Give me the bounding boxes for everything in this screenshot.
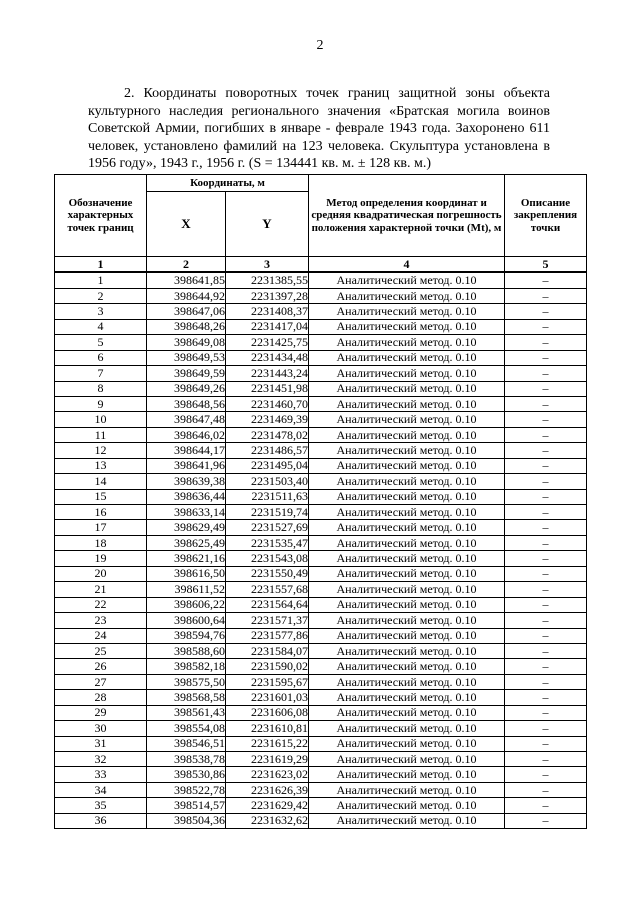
description-cell: – (505, 597, 587, 612)
header-description: Описание закрепления точки (505, 175, 587, 257)
point-number-cell: 7 (55, 366, 147, 381)
method-cell: Аналитический метод. 0.10 (309, 551, 505, 566)
x-coordinate-cell: 398629,49 (147, 520, 226, 535)
table-row (55, 582, 587, 597)
table-row (55, 613, 587, 628)
y-coordinate-cell: 2231629,42 (226, 798, 309, 813)
method-cell: Аналитический метод. 0.10 (309, 350, 505, 365)
header-y: Y (226, 192, 309, 257)
y-coordinate-cell: 2231460,70 (226, 396, 309, 411)
x-coordinate-cell: 398575,50 (147, 674, 226, 689)
point-number-cell: 8 (55, 381, 147, 396)
table-row (55, 551, 587, 566)
method-cell: Аналитический метод. 0.10 (309, 659, 505, 674)
table-row (55, 272, 587, 288)
x-coordinate-cell: 398504,36 (147, 813, 226, 828)
point-number-cell: 18 (55, 535, 147, 550)
description-cell: – (505, 659, 587, 674)
y-coordinate-cell: 2231397,28 (226, 288, 309, 303)
method-cell: Аналитический метод. 0.10 (309, 597, 505, 612)
x-coordinate-cell: 398639,38 (147, 474, 226, 489)
x-coordinate-cell: 398648,56 (147, 396, 226, 411)
y-coordinate-cell: 2231626,39 (226, 782, 309, 797)
y-coordinate-cell: 2231615,22 (226, 736, 309, 751)
table-row (55, 597, 587, 612)
x-coordinate-cell: 398644,17 (147, 443, 226, 458)
x-coordinate-cell: 398646,02 (147, 427, 226, 442)
column-number: 5 (505, 257, 587, 273)
description-cell: – (505, 690, 587, 705)
point-number-cell: 12 (55, 443, 147, 458)
column-number-row (55, 257, 587, 273)
description-cell: – (505, 551, 587, 566)
x-coordinate-cell: 398561,43 (147, 705, 226, 720)
method-cell: Аналитический метод. 0.10 (309, 458, 505, 473)
table-row (55, 798, 587, 813)
description-cell: – (505, 582, 587, 597)
description-cell: – (505, 489, 587, 504)
y-coordinate-cell: 2231623,02 (226, 767, 309, 782)
method-cell: Аналитический метод. 0.10 (309, 690, 505, 705)
method-cell: Аналитический метод. 0.10 (309, 443, 505, 458)
y-coordinate-cell: 2231469,39 (226, 412, 309, 427)
point-number-cell: 3 (55, 304, 147, 319)
x-coordinate-cell: 398641,85 (147, 272, 226, 288)
y-coordinate-cell: 2231606,08 (226, 705, 309, 720)
method-cell: Аналитический метод. 0.10 (309, 381, 505, 396)
intro-paragraph: 2. Координаты поворотных точек границ защитной зоны объекта культурного наследия регионального значения «Братская могила воинов Советской Армии, погибших в январе - феврале 1943 года. Захоронено 611 человек, установлено фамилий на 123 человека. Скульптура установлена в 1956 году», 1943 г., 1956 г. (S = 134441 кв. м. ± 128 кв. м.) (88, 86, 550, 172)
x-coordinate-cell: 398522,78 (147, 782, 226, 797)
description-cell: – (505, 396, 587, 411)
y-coordinate-cell: 2231527,69 (226, 520, 309, 535)
x-coordinate-cell: 398538,78 (147, 752, 226, 767)
method-cell: Аналитический метод. 0.10 (309, 782, 505, 797)
table-row (55, 566, 587, 581)
x-coordinate-cell: 398636,44 (147, 489, 226, 504)
table-row (55, 767, 587, 782)
x-coordinate-cell: 398641,96 (147, 458, 226, 473)
table-row (55, 505, 587, 520)
point-number-cell: 22 (55, 597, 147, 612)
description-cell: – (505, 613, 587, 628)
point-number-cell: 35 (55, 798, 147, 813)
description-cell: – (505, 458, 587, 473)
table-row (55, 752, 587, 767)
x-coordinate-cell: 398546,51 (147, 736, 226, 751)
table-row (55, 319, 587, 334)
header-x: X (147, 192, 226, 257)
table-row (55, 381, 587, 396)
description-cell: – (505, 566, 587, 581)
point-number-cell: 19 (55, 551, 147, 566)
point-number-cell: 15 (55, 489, 147, 504)
y-coordinate-cell: 2231577,86 (226, 628, 309, 643)
point-number-cell: 32 (55, 752, 147, 767)
method-cell: Аналитический метод. 0.10 (309, 319, 505, 334)
method-cell: Аналитический метод. 0.10 (309, 721, 505, 736)
method-cell: Аналитический метод. 0.10 (309, 366, 505, 381)
y-coordinate-cell: 2231601,03 (226, 690, 309, 705)
table-row (55, 396, 587, 411)
description-cell: – (505, 782, 587, 797)
table-row (55, 721, 587, 736)
method-cell: Аналитический метод. 0.10 (309, 613, 505, 628)
point-number-cell: 21 (55, 582, 147, 597)
x-coordinate-cell: 398514,57 (147, 798, 226, 813)
method-cell: Аналитический метод. 0.10 (309, 752, 505, 767)
table-row (55, 659, 587, 674)
x-coordinate-cell: 398633,14 (147, 505, 226, 520)
method-cell: Аналитический метод. 0.10 (309, 736, 505, 751)
x-coordinate-cell: 398621,16 (147, 551, 226, 566)
method-cell: Аналитический метод. 0.10 (309, 520, 505, 535)
description-cell: – (505, 705, 587, 720)
point-number-cell: 16 (55, 505, 147, 520)
point-number-cell: 5 (55, 335, 147, 350)
table-row (55, 782, 587, 797)
y-coordinate-cell: 2231451,98 (226, 381, 309, 396)
y-coordinate-cell: 2231619,29 (226, 752, 309, 767)
method-cell: Аналитический метод. 0.10 (309, 643, 505, 658)
description-cell: – (505, 272, 587, 288)
page-number: 2 (316, 38, 324, 53)
point-number-cell: 9 (55, 396, 147, 411)
description-cell: – (505, 412, 587, 427)
method-cell: Аналитический метод. 0.10 (309, 767, 505, 782)
point-number-cell: 24 (55, 628, 147, 643)
description-cell: – (505, 752, 587, 767)
x-coordinate-cell: 398644,92 (147, 288, 226, 303)
table-row (55, 304, 587, 319)
x-coordinate-cell: 398647,48 (147, 412, 226, 427)
table-row (55, 288, 587, 303)
column-number: 4 (309, 257, 505, 273)
description-cell: – (505, 319, 587, 334)
point-number-cell: 29 (55, 705, 147, 720)
description-cell: – (505, 288, 587, 303)
table-row (55, 443, 587, 458)
method-cell: Аналитический метод. 0.10 (309, 335, 505, 350)
description-cell: – (505, 628, 587, 643)
column-number: 1 (55, 257, 147, 273)
y-coordinate-cell: 2231595,67 (226, 674, 309, 689)
point-number-cell: 13 (55, 458, 147, 473)
y-coordinate-cell: 2231571,37 (226, 613, 309, 628)
point-number-cell: 1 (55, 272, 147, 288)
table-row (55, 628, 587, 643)
coordinates-table (54, 174, 587, 829)
y-coordinate-cell: 2231519,74 (226, 505, 309, 520)
description-cell: – (505, 474, 587, 489)
point-number-cell: 33 (55, 767, 147, 782)
y-coordinate-cell: 2231486,57 (226, 443, 309, 458)
point-number-cell: 23 (55, 613, 147, 628)
point-number-cell: 36 (55, 813, 147, 828)
y-coordinate-cell: 2231535,47 (226, 535, 309, 550)
y-coordinate-cell: 2231495,04 (226, 458, 309, 473)
point-number-cell: 20 (55, 566, 147, 581)
method-cell: Аналитический метод. 0.10 (309, 798, 505, 813)
method-cell: Аналитический метод. 0.10 (309, 628, 505, 643)
table-row (55, 350, 587, 365)
table-row (55, 335, 587, 350)
table-body (55, 257, 587, 829)
y-coordinate-cell: 2231478,02 (226, 427, 309, 442)
description-cell: – (505, 366, 587, 381)
table-row (55, 474, 587, 489)
method-cell: Аналитический метод. 0.10 (309, 304, 505, 319)
description-cell: – (505, 736, 587, 751)
table-row (55, 736, 587, 751)
x-coordinate-cell: 398600,64 (147, 613, 226, 628)
y-coordinate-cell: 2231425,75 (226, 335, 309, 350)
x-coordinate-cell: 398648,26 (147, 319, 226, 334)
x-coordinate-cell: 398582,18 (147, 659, 226, 674)
table-row (55, 535, 587, 550)
y-coordinate-cell: 2231543,08 (226, 551, 309, 566)
x-coordinate-cell: 398649,53 (147, 350, 226, 365)
table-row (55, 705, 587, 720)
table-row (55, 520, 587, 535)
y-coordinate-cell: 2231564,64 (226, 597, 309, 612)
x-coordinate-cell: 398649,08 (147, 335, 226, 350)
description-cell: – (505, 798, 587, 813)
x-coordinate-cell: 398594,76 (147, 628, 226, 643)
x-coordinate-cell: 398588,60 (147, 643, 226, 658)
point-number-cell: 31 (55, 736, 147, 751)
y-coordinate-cell: 2231550,49 (226, 566, 309, 581)
header-designation: Обозначение характерных точек границ (55, 175, 147, 257)
description-cell: – (505, 505, 587, 520)
point-number-cell: 6 (55, 350, 147, 365)
x-coordinate-cell: 398647,06 (147, 304, 226, 319)
y-coordinate-cell: 2231385,55 (226, 272, 309, 288)
description-cell: – (505, 520, 587, 535)
x-coordinate-cell: 398649,59 (147, 366, 226, 381)
method-cell: Аналитический метод. 0.10 (309, 272, 505, 288)
point-number-cell: 10 (55, 412, 147, 427)
table-row (55, 643, 587, 658)
point-number-cell: 26 (55, 659, 147, 674)
point-number-cell: 27 (55, 674, 147, 689)
point-number-cell: 25 (55, 643, 147, 658)
method-cell: Аналитический метод. 0.10 (309, 505, 505, 520)
table-row (55, 366, 587, 381)
method-cell: Аналитический метод. 0.10 (309, 396, 505, 411)
y-coordinate-cell: 2231557,68 (226, 582, 309, 597)
method-cell: Аналитический метод. 0.10 (309, 582, 505, 597)
method-cell: Аналитический метод. 0.10 (309, 288, 505, 303)
column-number: 3 (226, 257, 309, 273)
header-method: Метод определения координат и средняя квадратическая погрешность положения характерной точки (Mt), м (309, 175, 505, 257)
point-number-cell: 34 (55, 782, 147, 797)
method-cell: Аналитический метод. 0.10 (309, 566, 505, 581)
y-coordinate-cell: 2231417,04 (226, 319, 309, 334)
y-coordinate-cell: 2231590,02 (226, 659, 309, 674)
x-coordinate-cell: 398530,86 (147, 767, 226, 782)
x-coordinate-cell: 398649,26 (147, 381, 226, 396)
point-number-cell: 28 (55, 690, 147, 705)
y-coordinate-cell: 2231408,37 (226, 304, 309, 319)
table-row (55, 690, 587, 705)
description-cell: – (505, 350, 587, 365)
method-cell: Аналитический метод. 0.10 (309, 535, 505, 550)
point-number-cell: 17 (55, 520, 147, 535)
table-row (55, 674, 587, 689)
method-cell: Аналитический метод. 0.10 (309, 489, 505, 504)
point-number-cell: 11 (55, 427, 147, 442)
header-coordinates: Координаты, м (147, 175, 309, 192)
method-cell: Аналитический метод. 0.10 (309, 705, 505, 720)
column-number: 2 (147, 257, 226, 273)
description-cell: – (505, 674, 587, 689)
description-cell: – (505, 813, 587, 828)
description-cell: – (505, 335, 587, 350)
y-coordinate-cell: 2231610,81 (226, 721, 309, 736)
point-number-cell: 4 (55, 319, 147, 334)
description-cell: – (505, 304, 587, 319)
x-coordinate-cell: 398616,50 (147, 566, 226, 581)
method-cell: Аналитический метод. 0.10 (309, 412, 505, 427)
method-cell: Аналитический метод. 0.10 (309, 427, 505, 442)
description-cell: – (505, 427, 587, 442)
y-coordinate-cell: 2231632,62 (226, 813, 309, 828)
table-row (55, 427, 587, 442)
x-coordinate-cell: 398568,58 (147, 690, 226, 705)
y-coordinate-cell: 2231511,63 (226, 489, 309, 504)
y-coordinate-cell: 2231434,48 (226, 350, 309, 365)
x-coordinate-cell: 398606,22 (147, 597, 226, 612)
table-row (55, 489, 587, 504)
y-coordinate-cell: 2231503,40 (226, 474, 309, 489)
point-number-cell: 2 (55, 288, 147, 303)
description-cell: – (505, 643, 587, 658)
point-number-cell: 30 (55, 721, 147, 736)
description-cell: – (505, 443, 587, 458)
method-cell: Аналитический метод. 0.10 (309, 474, 505, 489)
method-cell: Аналитический метод. 0.10 (309, 813, 505, 828)
x-coordinate-cell: 398554,08 (147, 721, 226, 736)
description-cell: – (505, 535, 587, 550)
x-coordinate-cell: 398625,49 (147, 535, 226, 550)
table-row (55, 458, 587, 473)
x-coordinate-cell: 398611,52 (147, 582, 226, 597)
table-row (55, 813, 587, 828)
y-coordinate-cell: 2231443,24 (226, 366, 309, 381)
y-coordinate-cell: 2231584,07 (226, 643, 309, 658)
table-row (55, 412, 587, 427)
description-cell: – (505, 381, 587, 396)
description-cell: – (505, 721, 587, 736)
point-number-cell: 14 (55, 474, 147, 489)
method-cell: Аналитический метод. 0.10 (309, 674, 505, 689)
description-cell: – (505, 767, 587, 782)
